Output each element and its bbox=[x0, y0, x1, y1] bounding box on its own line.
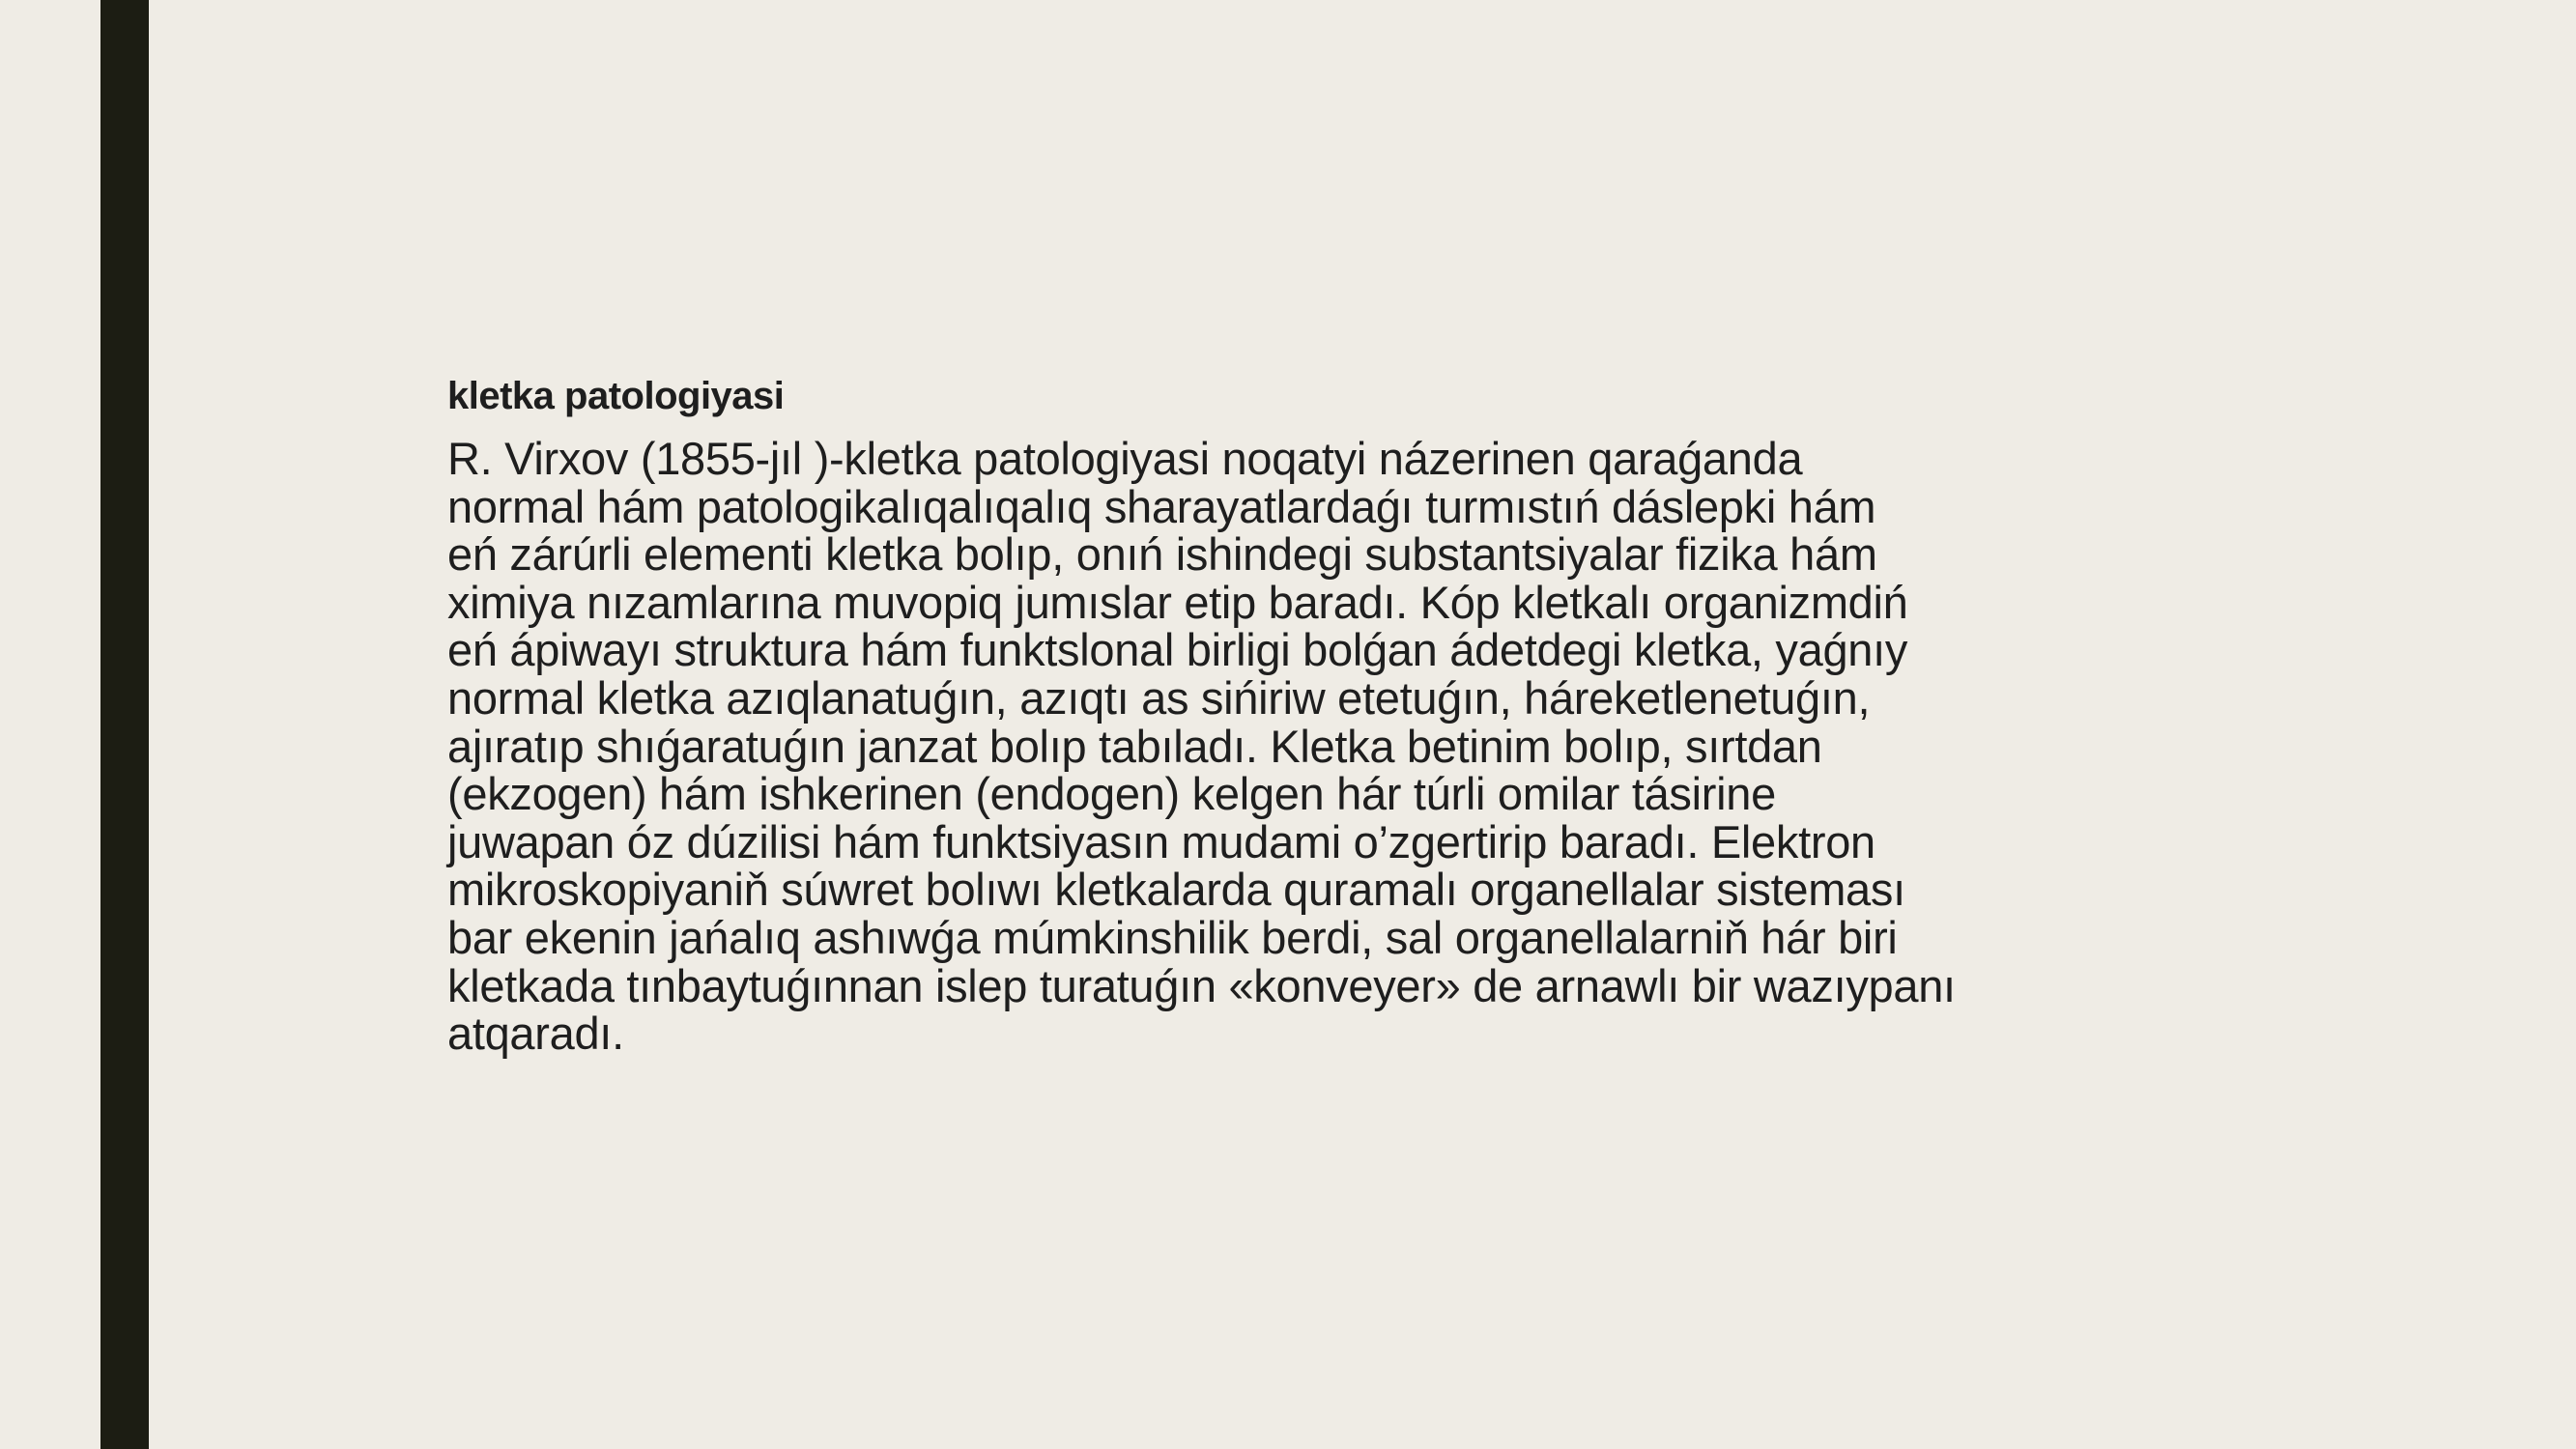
slide-title: kletka patologiyasi bbox=[447, 375, 785, 417]
body-line: normal hám patologikalıqalıqalıq sharayatlardaǵı turmıstıń dáslepki hám bbox=[447, 480, 1876, 532]
body-line: ximiya nızamlarına muvopiq jumıslar etip baradı. Kóp kletkalı organizmdiń bbox=[447, 576, 1908, 628]
body-line: bar ekenin jańalıq ashıwǵa múmkinshilik berdi, sal organellalarniň hár biri bbox=[447, 911, 1898, 963]
body-line: atqaradı. bbox=[447, 1008, 624, 1060]
body-line: mikroskopiyaniň súwret bolıwı kletkalarda quramalı organellalar sisteması bbox=[447, 864, 1905, 916]
body-line: eń zárúrli elementi kletka bolıp, onıń ishindegi substantsiyalar fizika hám bbox=[447, 528, 1877, 581]
body-line: (ekzogen) hám ishkerinen (endogen) kelgen hár túrli omilar tásirine bbox=[447, 768, 1776, 820]
body-line: eń ápiwayı struktura hám funktslonal birligi bolǵan ádetdegi kletka, yaǵnıy bbox=[447, 624, 1908, 676]
body-line: ajıratıp shıǵaratuǵın janzat bolıp tabıladı. Kletka betinim bolıp, sırtdan bbox=[447, 720, 1822, 772]
body-line: R. Virxov (1855-jıl )-kletka patologiyasi noqatyi názerinen qaraǵanda bbox=[447, 433, 1803, 484]
accent-bar bbox=[100, 0, 149, 1449]
body-line: normal kletka azıqlanatuǵın, azıqtı as sińiriw etetuǵın, háreketlenetuǵın, bbox=[447, 671, 1871, 724]
body-line: juwapan óz dúzilisi hám funktsiyasın mudami o’zgertirip baradı. Elektron bbox=[447, 815, 1875, 867]
body-line: kletkada tınbaytuǵınnan islep turatuǵın «konveyer» de arnawlı bir wazıypanı bbox=[447, 959, 1956, 1011]
slide-body bbox=[447, 435, 2167, 1058]
slide-content bbox=[447, 375, 2167, 1058]
